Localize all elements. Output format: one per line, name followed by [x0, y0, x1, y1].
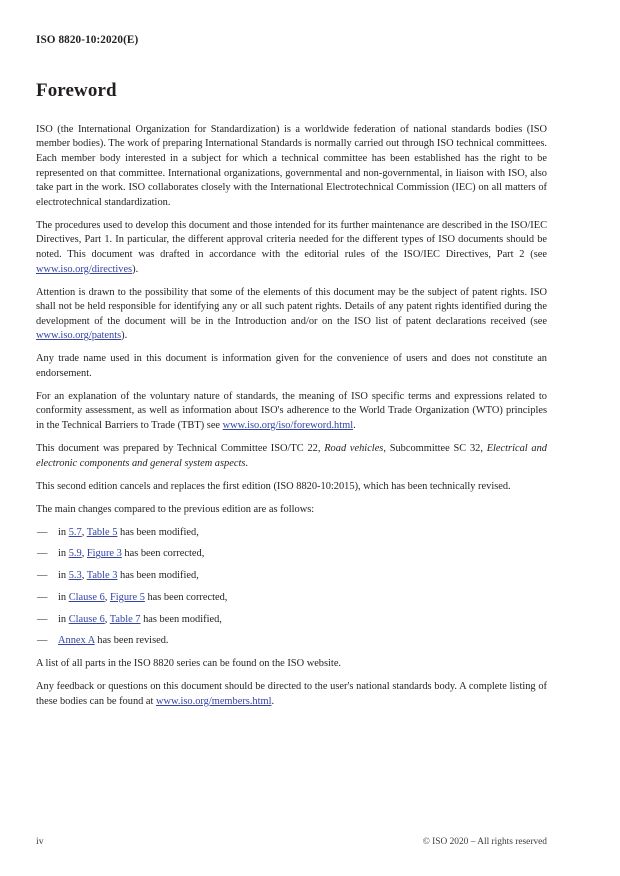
link-clause-reference[interactable]: Clause 6	[68, 591, 105, 603]
paragraph-technical-committee	[36, 442, 547, 471]
paragraph-text-after-link: .	[353, 420, 356, 432]
list-item-prefix: in	[58, 591, 69, 603]
list-item-separator: ,	[81, 570, 87, 582]
paragraph-text: A list of all parts in the ISO 8820 series can be found on the ISO website.	[36, 658, 342, 670]
link-clause-reference[interactable]: 5.9	[68, 548, 82, 560]
list-item	[36, 547, 547, 562]
em-dash-bullet: —	[37, 635, 48, 647]
link-iso-directives[interactable]: www.iso.org/directives	[36, 263, 133, 275]
paragraph-trade-name	[36, 352, 547, 381]
list-item-prefix: in	[58, 570, 69, 582]
link-table-figure-reference[interactable]: Figure 3	[86, 548, 122, 560]
em-dash-bullet: —	[37, 548, 48, 560]
list-item-prefix: in	[58, 526, 69, 538]
link-table-figure-reference[interactable]: Table 5	[86, 526, 118, 538]
link-annex-reference[interactable]: Annex A	[58, 635, 95, 647]
link-clause-reference[interactable]: Clause 6	[68, 613, 105, 625]
page-footer	[36, 836, 547, 847]
changes-list	[36, 526, 547, 650]
list-item	[36, 591, 547, 606]
link-table-figure-reference[interactable]: Table 7	[109, 613, 141, 625]
paragraph-text-before-link: The procedures used to develop this document and those intended for its further maintenance are described in the ISO/IEC Directives, Part 1. In particular, the different approval criteria needed for the different types of ISO documents should be noted. This document was drafted in accordance with the editorial rules of the ISO/IEC Directives, Part 2 (see	[36, 219, 547, 260]
paragraph-text: This second edition cancels and replaces the first edition (ISO 8820-10:2015), which has been technically revised.	[36, 480, 511, 492]
list-item-suffix: has been corrected,	[144, 591, 228, 603]
paragraph-text-before-link: For an explanation of the voluntary nature of standards, the meaning of ISO specific terms and expressions related to conformity assessment, as well as information about ISO's adherence to the World Trade Organization (WTO) principles in the Technical Barriers to Trade (TBT) see	[36, 390, 547, 432]
link-iso-members[interactable]: www.iso.org/members.html	[156, 696, 272, 708]
paragraph-text-before-link: Attention is drawn to the possibility that some of the elements of this document may be the subject of patent rights. ISO shall not be held responsible for identifying any or all such patent rights. Details of any patent rights identified during the development of the document will be in the Introduction and/or on the ISO list of patent declarations received (see	[36, 286, 547, 327]
em-dash-bullet: —	[37, 570, 48, 582]
running-header-doc-id: ISO 8820-10:2020(E)	[36, 34, 139, 46]
paragraph-main-changes-intro	[36, 503, 547, 518]
paragraph-text-after-link: ).	[132, 263, 139, 275]
list-item-separator: ,	[81, 548, 87, 560]
list-item-separator: ,	[81, 526, 87, 538]
list-item	[36, 569, 547, 584]
committee-title-road-vehicles: Road vehicles	[324, 443, 384, 455]
paragraph-voluntary-nature	[36, 390, 547, 434]
paragraph-text-after-link: .	[271, 696, 275, 708]
link-iso-patents[interactable]: www.iso.org/patents	[36, 330, 122, 342]
list-item-separator: ,	[104, 613, 110, 625]
paragraph-scope-iso-intro	[36, 123, 547, 211]
paragraph-text-part-3: .	[245, 457, 249, 469]
list-item	[36, 526, 547, 541]
paragraph-parts-list	[36, 657, 547, 672]
list-item-suffix: has been corrected,	[121, 548, 205, 560]
paragraph-feedback	[36, 680, 547, 709]
link-clause-reference[interactable]: 5.7	[68, 526, 82, 538]
paragraph-patent-rights	[36, 286, 547, 344]
list-item-separator: ,	[104, 591, 110, 603]
paragraph-second-edition	[36, 480, 547, 495]
list-item	[36, 613, 547, 628]
link-table-figure-reference[interactable]: Figure 5	[109, 591, 145, 603]
paragraph-text: The main changes compared to the previous edition are as follows:	[36, 503, 315, 515]
paragraph-text-part-2: , Subcommittee SC 32,	[383, 443, 487, 455]
em-dash-bullet: —	[37, 613, 48, 625]
page-content	[36, 80, 547, 718]
page-title: Foreword	[36, 80, 117, 101]
paragraph-text-part-1: This document was prepared by Technical Committee ISO/TC 22,	[36, 443, 325, 455]
copyright-notice: © ISO 2020 – All rights reserved	[422, 837, 547, 847]
list-item-suffix: has been modified,	[117, 526, 199, 538]
link-clause-reference[interactable]: 5.3	[68, 570, 82, 582]
paragraph-text: ISO (the International Organization for Standardization) is a worldwide federation of national standards bodies (ISO member bodies). The work of preparing International Standards is normally carried out through ISO technical committees. Each member body interested in a subject for which a technical committee has been established has the right to be represented on that committee. International organizations, governmental and non-governmental, in liaison with ISO, also take part in the work. ISO collaborates closely with the International Electrotechnical Commission (IEC) on all matters of electrotechnical standardization.	[36, 123, 547, 208]
paragraph-text-before-link: Any feedback or questions on this document should be directed to the user's national standards body. A complete listing of these bodies can be found at	[36, 681, 547, 708]
list-item-suffix: has been revised.	[94, 635, 169, 647]
list-item	[36, 634, 547, 649]
link-table-figure-reference[interactable]: Table 3	[86, 570, 118, 582]
link-iso-foreword[interactable]: www.iso.org/iso/foreword.html	[222, 420, 354, 432]
em-dash-bullet: —	[37, 526, 48, 538]
paragraph-procedures	[36, 219, 547, 277]
paragraph-text: Any trade name used in this document is information given for the convenience of users and does not constitute an endorsement.	[36, 353, 547, 379]
page-number: iv	[36, 836, 44, 847]
subcommittee-title-electrical-components: Electrical and electronic components and general system aspects	[36, 443, 547, 469]
em-dash-bullet: —	[37, 591, 48, 603]
list-item-prefix: in	[58, 548, 69, 560]
list-item-suffix: has been modified,	[117, 570, 199, 582]
list-item-prefix: in	[58, 613, 69, 625]
list-item-suffix: has been modified,	[140, 613, 222, 625]
paragraph-text-after-link: ).	[121, 330, 128, 342]
